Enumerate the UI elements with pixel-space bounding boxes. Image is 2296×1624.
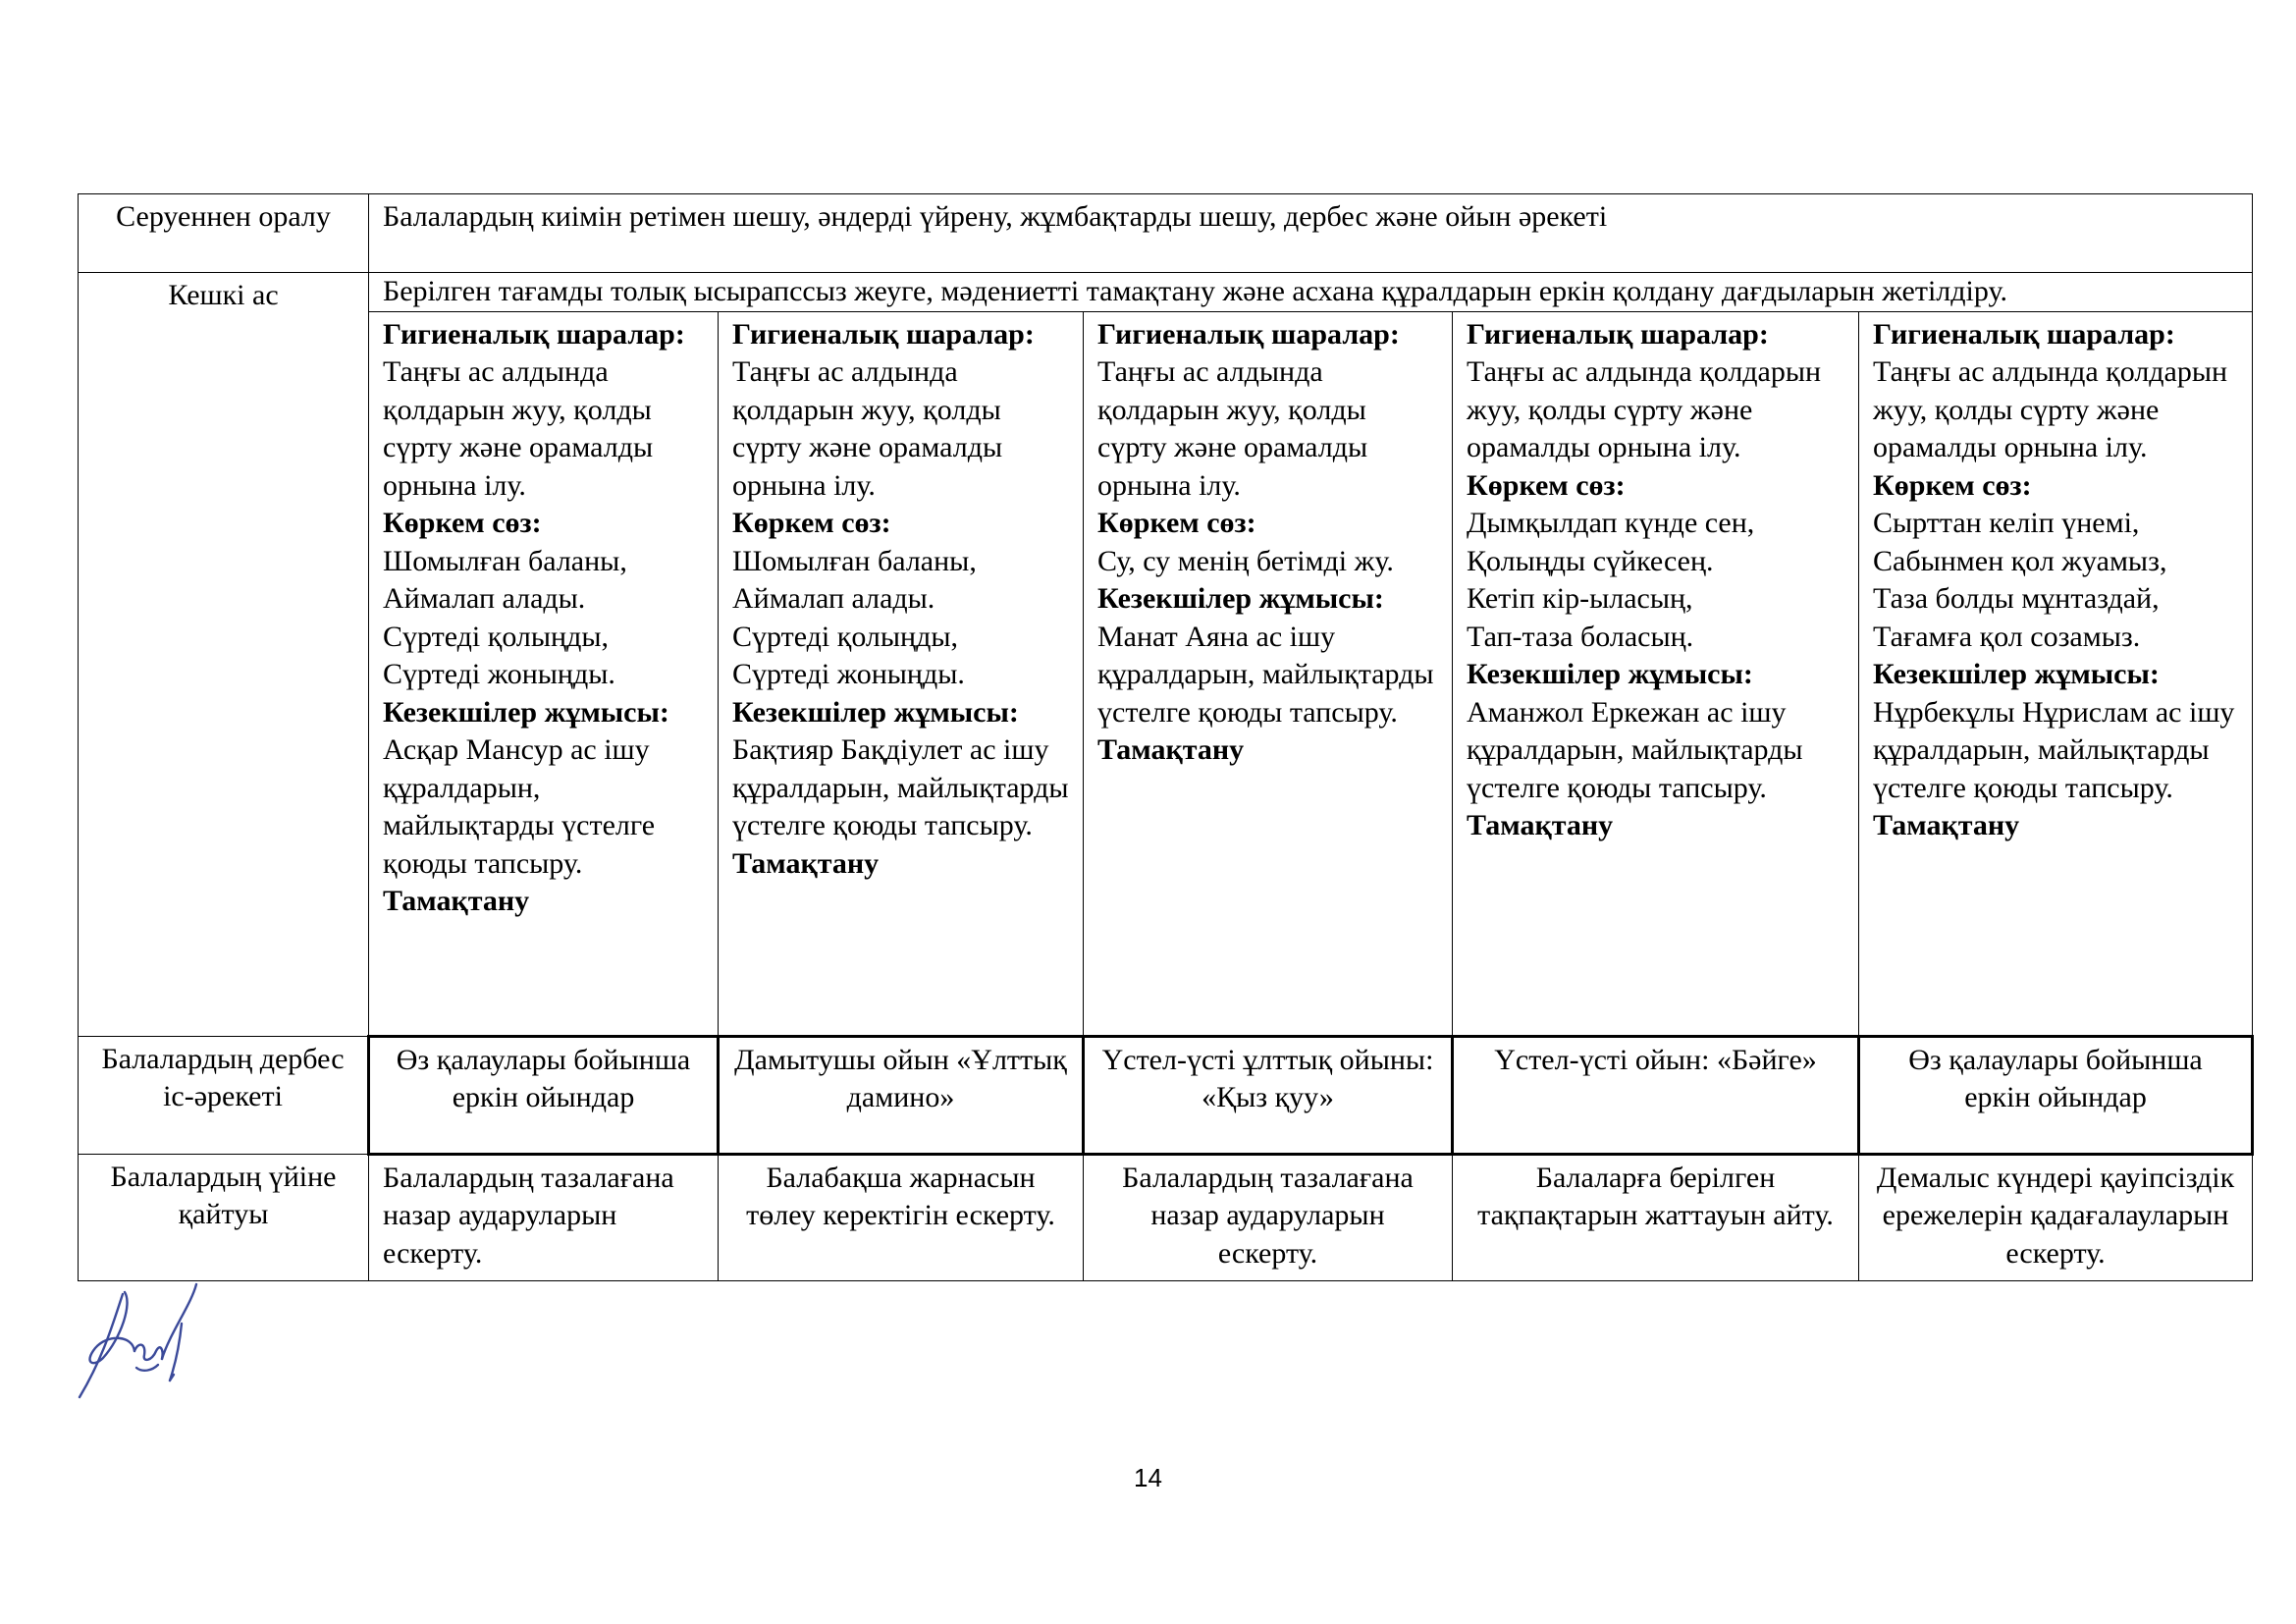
poem-line: Тап-таза боласың. [1467, 620, 1694, 653]
supper-goal-text: Берілген тағамды толық ысырапссыз жеуге, мәдениетті тамақтану және асхана құралдарын еркін қолдану дағдыларын жетілдіру. [369, 273, 2253, 312]
poem-line: Кетіп кір-ыласың, [1467, 582, 1693, 615]
day-cell-5 [1859, 311, 2253, 1036]
hygiene-text: Таңғы ас алдында қолдарын жуу, қолды сүрту және орамалды орнына ілу. [1873, 355, 2228, 463]
row-label-return-walk: Серуеннен оралу [79, 194, 369, 273]
page-number: 14 [1134, 1463, 1162, 1492]
going-home-cell-2: Балабақша жарнасын төлеу керектігін ескерту. [719, 1154, 1084, 1281]
duty-text: Манат Аяна ас ішу құралдарын, майлықтарды үстелге қоюды тапсыру. [1097, 620, 1434, 729]
poem-line: Шомылған баланы, [732, 544, 977, 577]
poem-line: Сырттан келіп үнемі, [1873, 507, 2140, 539]
poem-line: Сүртеді жоныңды. [383, 658, 615, 690]
row-return-walk [79, 194, 2253, 273]
going-home-cell-3: Балалардың тазалағана назар аударуларын ескерту. [1084, 1154, 1453, 1281]
poem-line: Шомылған баланы, [383, 544, 627, 577]
hygiene-heading: Гигиеналық шаралар: [732, 317, 1035, 351]
duty-heading: Кезекшілер жұмысы: [1097, 582, 1384, 615]
poem-line: Сүртеді жоныңды. [732, 658, 965, 690]
art-word-heading: Көркем сөз: [1467, 468, 1626, 502]
meal-label: Тамақтану [383, 885, 530, 917]
poem-line: Таза болды мұнтаздай, [1873, 582, 2160, 615]
row-supper [79, 273, 2253, 312]
meal-label: Тамақтану [1467, 809, 1614, 841]
row-label-going-home: Балалардың үйіне қайтуы [79, 1154, 369, 1281]
independent-cell-4: Үстел-үсті ойын: «Бәйге» [1453, 1036, 1859, 1154]
poem-line: Аймалап алады. [732, 582, 935, 615]
hygiene-heading: Гигиеналық шаралар: [1873, 317, 2175, 351]
day-cell-3 [1084, 311, 1453, 1036]
poem-line: Қолыңды сүйкесең. [1467, 544, 1714, 577]
poem-line: Сүртеді қолыңды, [732, 620, 959, 653]
duty-text: Аманжол Еркежан ас ішу құралдарын, майлықтарды үстелге қоюды тапсыру. [1467, 695, 1803, 804]
duty-heading: Кезекшілер жұмысы: [383, 695, 669, 729]
duty-text: Асқар Мансур ас ішу құралдарын, майлықтарды үстелге қоюды тапсыру. [383, 733, 656, 880]
meal-label: Тамақтану [1873, 809, 2020, 841]
poem-line: Сүртеді қолыңды, [383, 620, 610, 653]
hygiene-heading: Гигиеналық шаралар: [1467, 317, 1769, 351]
poem-line: Сабынмен қол жуамыз, [1873, 544, 2167, 577]
duty-heading: Кезекшілер жұмысы: [1873, 658, 2160, 690]
hygiene-heading: Гигиеналық шаралар: [383, 317, 685, 351]
duty-heading: Кезекшілер жұмысы: [732, 695, 1019, 729]
poem-line: Аймалап алады. [383, 582, 586, 615]
duty-text: Бақтияр Бақдіулет ас ішу құралдарын, майлықтарды үстелге қоюды тапсыру. [732, 733, 1069, 841]
art-word-heading: Көркем сөз: [1097, 507, 1256, 539]
handwritten-signature-icon [74, 1265, 231, 1402]
art-word-heading: Көркем сөз: [732, 507, 891, 539]
hygiene-heading: Гигиеналық шаралар: [1097, 317, 1400, 351]
poem-line: Дымқылдап күнде сен, [1467, 507, 1755, 539]
return-walk-text: Балалардың киімін ретімен шешу, әндерді үйрену, жұмбақтарды шешу, дербес және ойын әрекеті [369, 194, 2253, 273]
row-label-independent-activity: Балалардың дербес іс-әрекеті [79, 1036, 369, 1154]
daily-plan-table [78, 193, 2254, 1281]
going-home-cell-5: Демалыс күндері қауіпсіздік ережелерін қадағалауларын ескерту. [1859, 1154, 2253, 1281]
duty-text: Нұрбекұлы Нұрислам ас ішу құралдарын, майлықтарды үстелге қоюды тапсыру. [1873, 695, 2235, 804]
going-home-cell-1: Балалардың тазалағана назар аударуларын ескерту. [369, 1154, 719, 1281]
day-cell-2 [719, 311, 1084, 1036]
day-cell-4 [1453, 311, 1859, 1036]
independent-cell-3: Үстел-үсті ұлттық ойыны: «Қыз қуу» [1084, 1036, 1453, 1154]
row-supper-days [79, 311, 2253, 1036]
art-word-heading: Көркем сөз: [1873, 468, 2032, 502]
meal-label: Тамақтану [1097, 733, 1245, 766]
poem-line: Тағамға қол созамыз. [1873, 620, 2141, 653]
hygiene-text: Таңғы ас алдында қолдарын жуу, қолды сүрту және орамалды орнына ілу. [732, 355, 1003, 502]
hygiene-text: Таңғы ас алдында қолдарын жуу, қолды сүрту және орамалды орнына ілу. [1097, 355, 1368, 502]
hygiene-text: Таңғы ас алдында қолдарын жуу, қолды сүрту және орамалды орнына ілу. [1467, 355, 1822, 463]
day-cell-1 [369, 311, 719, 1036]
duty-heading: Кезекшілер жұмысы: [1467, 658, 1753, 690]
independent-cell-2: Дамытушы ойын «Ұлттық дамино» [719, 1036, 1084, 1154]
row-going-home [79, 1154, 2253, 1281]
row-label-supper: Кешкі ас [79, 273, 369, 1037]
meal-label: Тамақтану [732, 846, 880, 880]
art-word-heading: Көркем сөз: [383, 507, 542, 539]
independent-cell-1: Өз қалаулары бойынша еркін ойындар [369, 1036, 719, 1154]
poem-line: Су, су менің бетімді жу. [1097, 544, 1394, 577]
row-independent-activity [79, 1036, 2253, 1154]
hygiene-text: Таңғы ас алдында қолдарын жуу, қолды сүрту және орамалды орнына ілу. [383, 355, 654, 502]
going-home-cell-4: Балаларға берілген тақпақтарын жаттауын айту. [1453, 1154, 1859, 1281]
independent-cell-5: Өз қалаулары бойынша еркін ойындар [1859, 1036, 2253, 1154]
